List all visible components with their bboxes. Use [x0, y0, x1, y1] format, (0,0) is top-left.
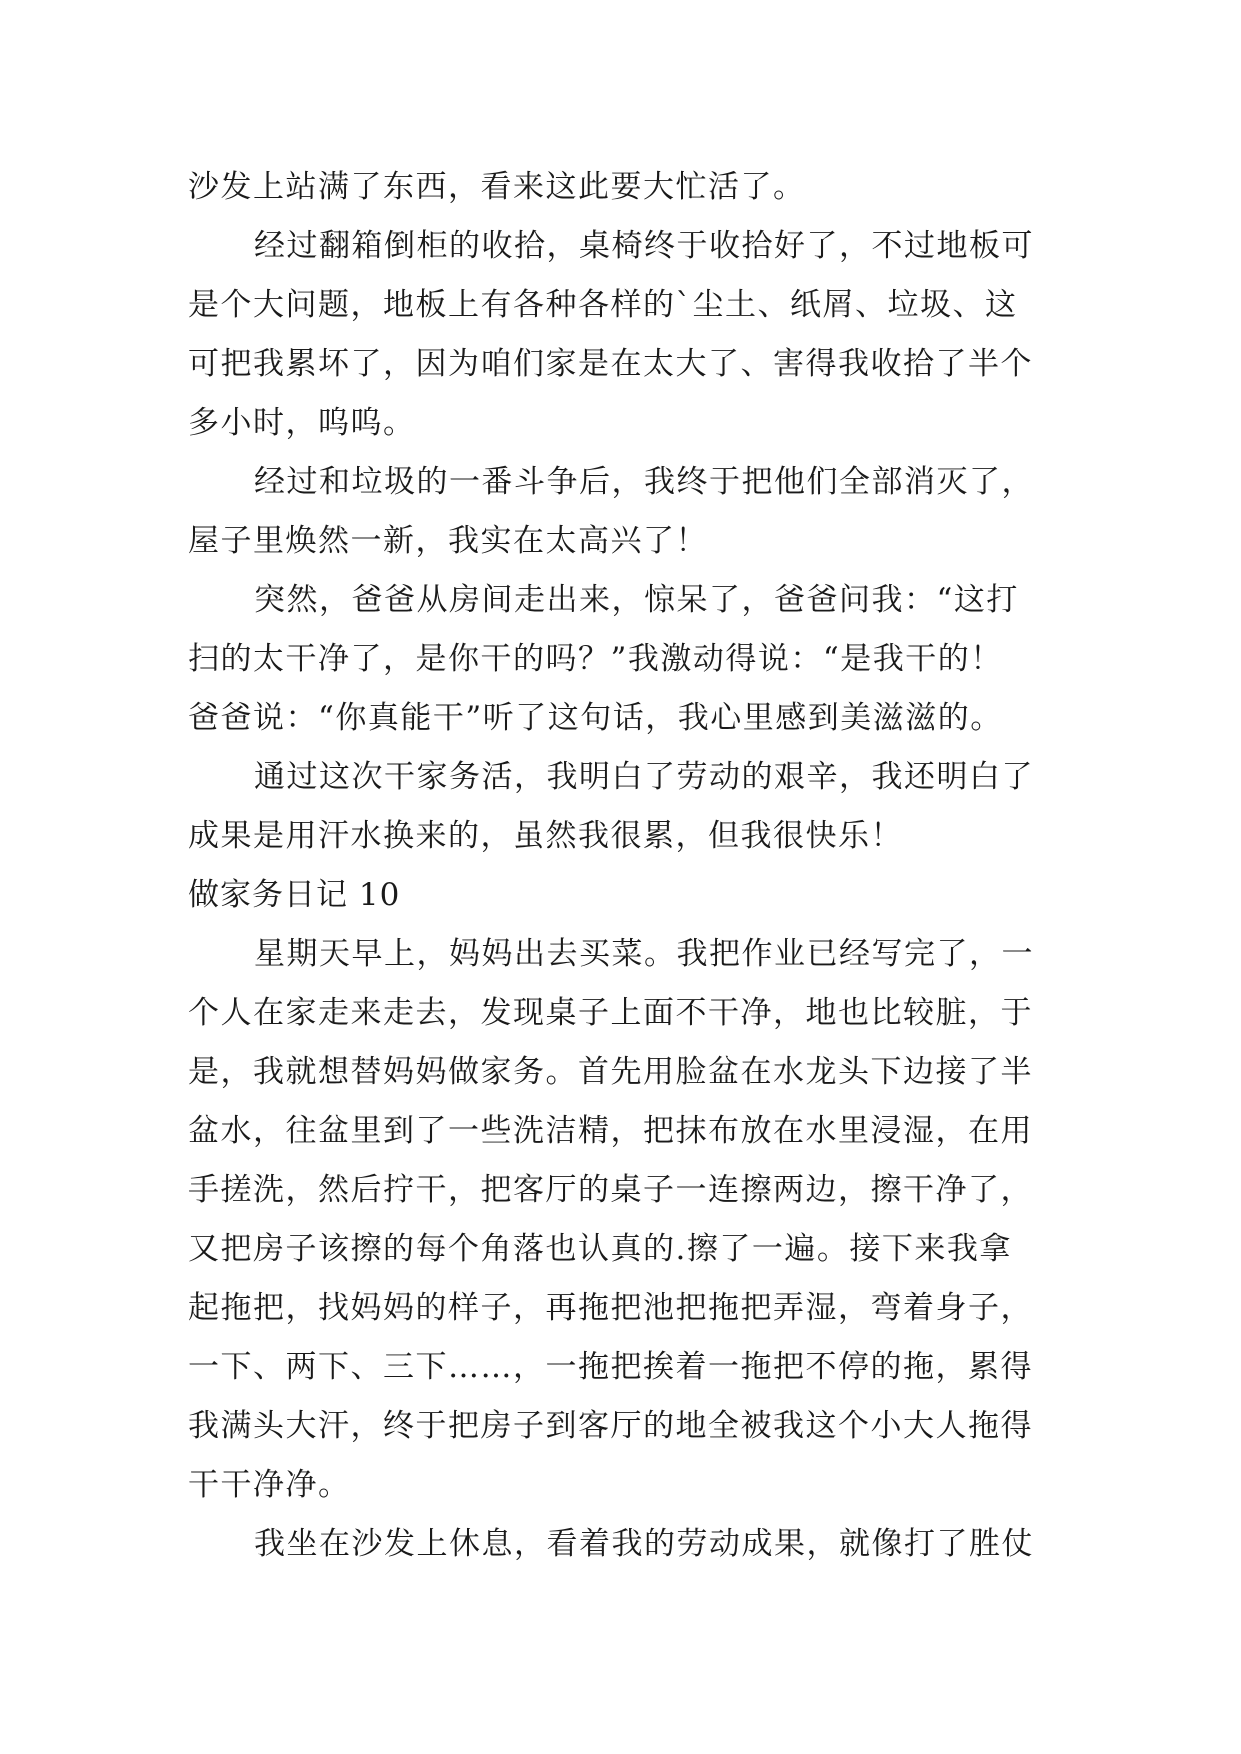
- paragraph-start-line: 突然，爸爸从房间走出来，惊呆了，爸爸问我：“这打: [254, 582, 1019, 618]
- text-line: 多小时，呜呜。: [188, 405, 416, 441]
- text-line: 沙发上站满了东西，看来这此要大忙活了。: [188, 169, 806, 205]
- paragraph-start-line: 通过这次干家务活，我明白了劳动的艰辛，我还明白了: [254, 759, 1034, 795]
- paragraph-start-line: 经过翻箱倒柜的收拾，桌椅终于收拾好了，不过地板可: [254, 228, 1034, 264]
- text-line: 个人在家走来走去，发现桌子上面不干净，地也比较脏，于: [188, 995, 1033, 1031]
- paragraph-start-line: 我坐在沙发上休息，看着我的劳动成果，就像打了胜仗: [254, 1526, 1034, 1562]
- text-line: 盆水，往盆里到了一些洗洁精，把抹布放在水里浸湿，在用: [188, 1113, 1033, 1149]
- text-line: 是，我就想替妈妈做家务。首先用脸盆在水龙头下边接了半: [188, 1054, 1033, 1090]
- paragraph-start-line: 经过和垃圾的一番斗争后，我终于把他们全部消灭了，: [254, 464, 1034, 500]
- text-line: 扫的太干净了，是你干的吗？”我激动得说：“是我干的！: [188, 641, 1003, 677]
- text-line: 成果是用汗水换来的，虽然我很累，但我很快乐！: [188, 818, 903, 854]
- text-line: 可把我累坏了，因为咱们家是在太大了、害得我收拾了半个: [188, 346, 1033, 382]
- text-line: 一下、两下、三下……，一拖把挨着一拖把不停的拖，累得: [188, 1349, 1033, 1385]
- text-line: 爸爸说：“你真能干”听了这句话，我心里感到美滋滋的。: [188, 700, 1003, 736]
- text-line: 干干净净。: [188, 1467, 351, 1503]
- text-line: 手搓洗，然后拧干，把客厅的桌子一连擦两边，擦干净了，: [188, 1172, 1033, 1208]
- text-line: 我满头大汗，终于把房子到客厅的地全被我这个小大人拖得: [188, 1408, 1033, 1444]
- section-heading: 做家务日记 10: [188, 877, 401, 913]
- paragraph-start-line: 星期天早上，妈妈出去买菜。我把作业已经写完了，一: [254, 936, 1034, 972]
- text-line: 又把房子该擦的每个角落也认真的.擦了一遍。接下来我拿: [188, 1231, 1012, 1267]
- text-line: 起拖把，找妈妈的样子，再拖把池把拖把弄湿，弯着身子，: [188, 1290, 1033, 1326]
- text-line: 是个大问题，地板上有各种各样的`尘土、纸屑、垃圾、这: [188, 287, 1018, 323]
- text-line: 屋子里焕然一新，我实在太高兴了！: [188, 523, 708, 559]
- document-body: [188, 158, 1066, 1574]
